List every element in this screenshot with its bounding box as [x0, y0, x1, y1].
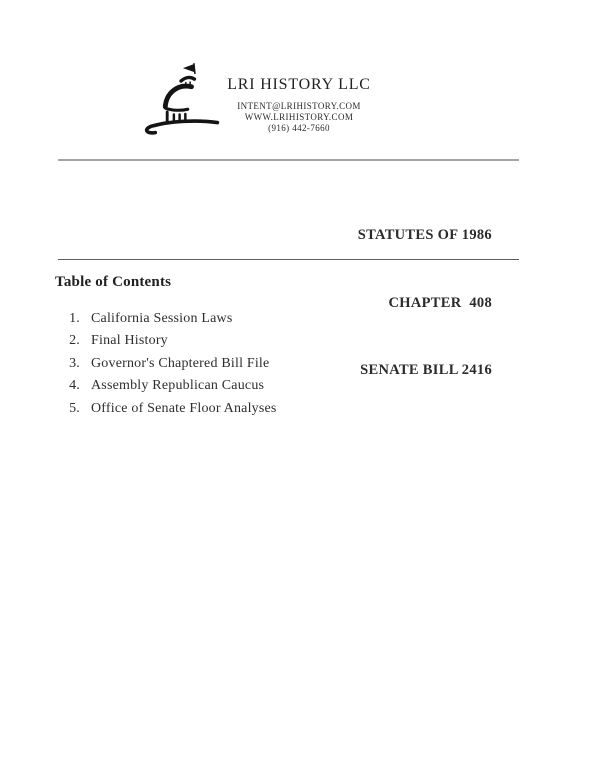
chapter-line: CHAPTER 408 — [388, 294, 492, 311]
toc-item-label: California Session Laws — [91, 311, 233, 326]
statutes-line: STATUTES OF 1986 — [357, 227, 492, 243]
toc-item — [66, 378, 277, 400]
company-email: INTENT@LRIHISTORY.COM — [237, 101, 361, 111]
toc-item — [66, 311, 277, 333]
divider-bottom — [58, 259, 519, 260]
toc-item — [66, 333, 277, 355]
company-phone: (916) 442-7660 — [268, 123, 330, 134]
toc-item-number: 2. — [69, 333, 80, 349]
case-caption — [358, 179, 492, 427]
divider-top — [58, 159, 519, 161]
toc-list — [66, 311, 277, 423]
toc-item-label: Assembly Republican Caucus — [91, 378, 265, 394]
letterhead — [149, 76, 449, 135]
toc-item-number: 3. — [69, 355, 80, 371]
toc-item-label: Final History — [91, 333, 168, 349]
toc-item-number: 5. — [69, 400, 80, 416]
toc-item-label: Governor's Chaptered Bill File — [91, 355, 270, 371]
senate-bill-line: SENATE BILL 2416 — [360, 362, 492, 378]
company-website: WWW.LRIHISTORY.COM — [244, 112, 354, 123]
toc-item-number: 1. — [69, 311, 80, 326]
toc-title: Table of Contents — [55, 274, 172, 290]
toc-item — [66, 401, 277, 423]
toc-item-number: 4. — [69, 378, 80, 394]
company-name: LRI HISTORY LLC — [227, 76, 371, 93]
toc-item — [66, 356, 277, 378]
toc-item-label: Office of Senate Floor Analyses — [91, 400, 277, 416]
